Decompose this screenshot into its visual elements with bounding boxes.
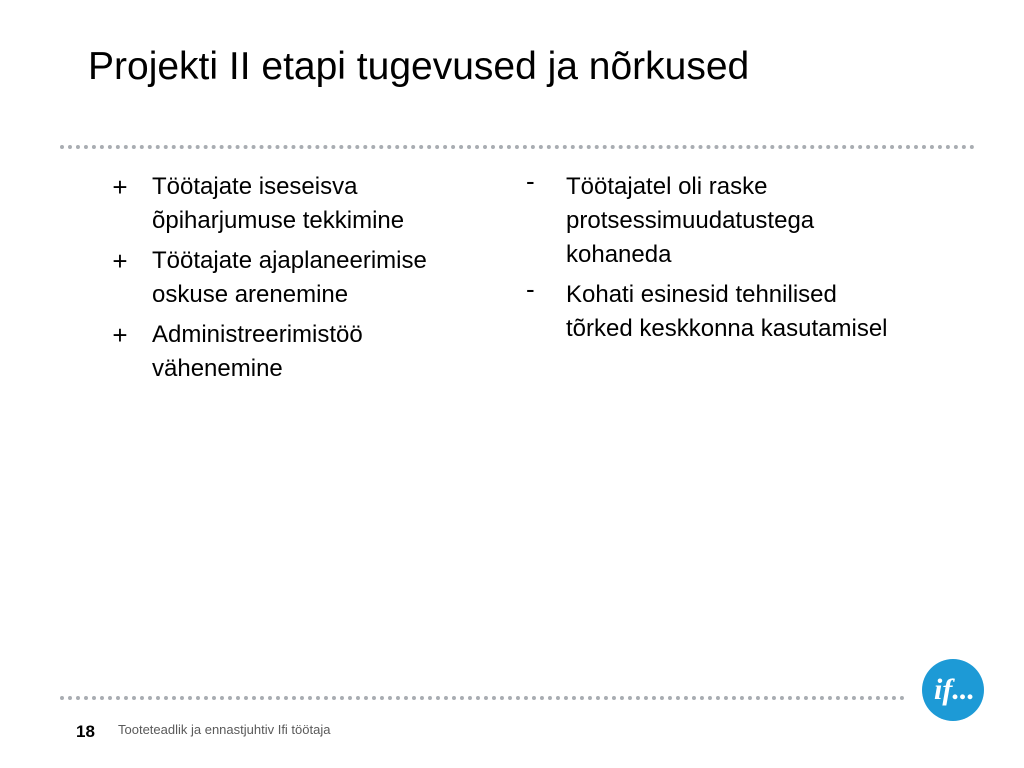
plus-bullet: + [112,172,128,202]
strength-item [108,170,488,238]
strength-item [108,318,488,386]
strength-text: Töötajate iseseisva õpiharjumuse tekkimine [152,173,405,234]
plus-bullet: + [112,320,128,350]
page-number: 18 [76,722,95,741]
strength-item [108,244,488,312]
strengths-list [108,170,488,392]
plus-bullet: + [112,246,128,276]
weaknesses-list [522,166,902,352]
minus-bullet: - [526,274,535,304]
footer-text: Tooteteadlik ja ennastjuhtiv Ifi töötaja [118,722,331,737]
weakness-text: Töötajatel oli raske protsessimuudatustega kohaneda [566,173,815,268]
weakness-item [522,166,902,272]
weakness-text: Kohati esinesid tehnilised tõrked keskkonna kasutamisel [566,281,888,342]
strength-text: Töötajate ajaplaneerimise oskuse arenemine [152,247,427,308]
top-divider [60,145,975,149]
weakness-item [522,274,902,346]
if-logo-icon [922,659,984,721]
minus-bullet: - [526,166,535,196]
bottom-divider [60,696,905,700]
slide-title: Projekti II etapi tugevused ja nõrkused [88,45,750,88]
strength-text: Administreerimistöö vähenemine [152,321,363,382]
logo-text: if... [934,673,975,706]
